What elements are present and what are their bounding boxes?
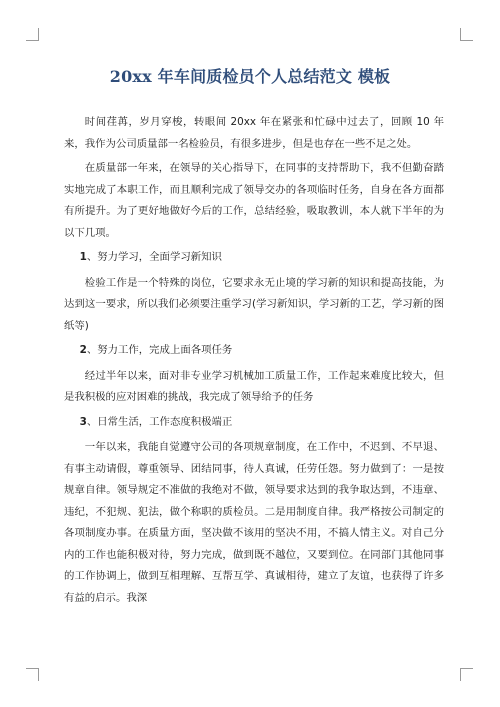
section-heading-3-number: 3 <box>79 415 87 428</box>
section-heading-3-text: 、日常生活，工作态度积极端正 <box>86 415 233 428</box>
section-heading-3 <box>64 412 444 434</box>
paragraph-work: 经过半年以来，面对非专业学习机械加工质量工作，工作起来难度比较大，但是我积极的应对困难的挑战，我完成了领导给予的任务 <box>64 369 444 403</box>
paragraph-study: 检验工作是一个特殊的岗位，它要求永无止境的学习新的知识和提高技能，为达到这一要求，所以我们必须要注重学习(学习新知识，学习新的工艺，学习新的图纸等) <box>64 276 444 332</box>
section-heading-1-text: 、努力学习，全面学习新知识 <box>86 251 222 263</box>
paragraph-overview: 在质量部一年来，在领导的关心指导下，在同事的支持帮助下，我不但勤奋踏实地完成了本职工作，而且顺利完成了领导交办的各项临时任务，自身在各方面都有所提升。为了更好地做好今后的工作，总结经验，吸取教训，本人就下半年的为以下几项。 <box>64 162 444 239</box>
paragraph-intro: 时间荏苒，岁月穿梭，转眼间 20xx 年在紧张和忙碌中过去了，回顾 10 年来，我作为公司质量部一名检验员，有很多进步，但是也存在一些不足之处。 <box>64 116 444 150</box>
section-heading-1 <box>64 247 444 269</box>
paragraph-daily-life: 一年以来，我能自觉遵守公司的各项规章制度，在工作中，不迟到、不早退、有事主动请假，尊重领导、团结同事，待人真诚，任劳任怨。努力做到了：一是按规章自律。领导规定不准做的我绝对不做，领导要求达到的我争取达到，不违章、违纪，不犯规、犯法，做个称职的质检员。二是用制度自律。我严格按公司制定的各项制度办事。在质量方面，坚决做不该用的坚决不用，不搞人情主义。对自己分内的工作也能积极对待，努力完成，做到既不越位，又要到位。在同部门其他同事的工作协调上，做到互相理解、互帮互学、真诚相待，建立了友谊，也获得了许多有益的启示。我深 <box>64 441 444 604</box>
section-heading-1-number: 1 <box>79 251 87 263</box>
document-title: 20xx 年车间质检员个人总结范文 模板 <box>109 67 391 86</box>
document-body <box>64 112 444 612</box>
crop-mark-top-right <box>460 28 473 41</box>
section-heading-2 <box>64 340 444 362</box>
crop-mark-top-left <box>26 28 39 41</box>
section-heading-2-number: 2 <box>79 344 87 356</box>
section-heading-2-text: 、努力工作，完成上面各项任务 <box>86 344 233 356</box>
crop-mark-bottom-right <box>460 668 473 681</box>
crop-mark-bottom-left <box>26 668 39 681</box>
